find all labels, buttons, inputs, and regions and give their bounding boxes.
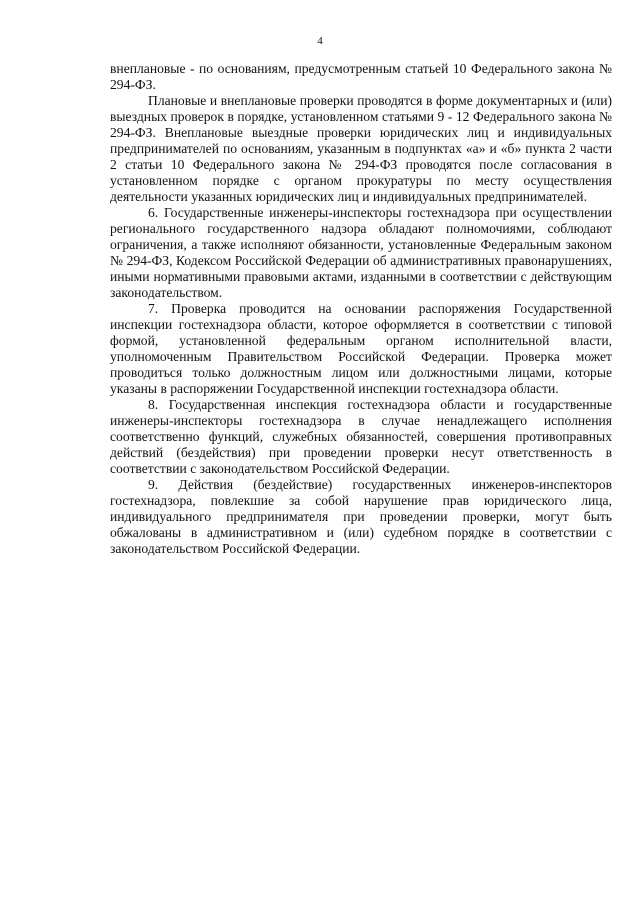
document-body xyxy=(110,61,612,557)
paragraph-item-9: 9. Действия (бездействие) государственных инженеров-инспекторов гостехнадзора, повлекшие за собой нарушение прав юридического лица, индивидуального предпринимателя при проведении проверки, могут быть обжалованы в административном и (или) судебном порядке в соответствии с законодательством Российской Федерации. xyxy=(110,477,612,556)
paragraph-continuation: внеплановые - по основаниям, предусмотренным статьей 10 Федерального закона № 294-ФЗ. xyxy=(110,61,612,92)
paragraph-item-8: 8. Государственная инспекция гостехнадзора области и государственные инженеры-инспекторы гостехнадзора в случае ненадлежащего исполнения соответственно функций, служебных обязанностей, совершения противоправных действий (бездействия) при проведении проверки несут ответственность в соответствии с законодательством Российской Федерации. xyxy=(110,397,612,476)
paragraph-item-6: 6. Государственные инженеры-инспекторы гостехнадзора при осуществлении регионального государственного надзора обладают полномочиями, соблюдают ограничения, а также исполняют обязанности, установленные Федеральным законом № 294-ФЗ, Кодексом Российской Федерации об административных правонарушениях, иными нормативными правовыми актами, изданными в соответствии с действующим законодательством. xyxy=(110,205,612,300)
paragraph-inspections-form: Плановые и внеплановые проверки проводятся в форме документарных и (или) выездных проверок в порядке, установленном статьями 9 - 12 Федерального закона № 294-ФЗ. Внеплановые выездные проверки юридических лиц и индивидуальных предпринимателей по основаниям, указанным в подпунктах «а» и «б» пункта 2 части 2 статьи 10 Федерального закона № 294-ФЗ проводятся после согласования в установленном порядке с органом прокуратуры по месту осуществления деятельности указанных юридических лиц и индивидуальных предпринимателей. xyxy=(110,93,612,204)
page-number: 4 xyxy=(317,35,323,47)
paragraph-item-7: 7. Проверка проводится на основании распоряжения Государственной инспекции гостехнадзора области, которое оформляется в соответствии с типовой формой, установленной федеральным органом исполнительной власти, уполномоченным Правительством Российской Федерации. Проверка может проводиться только должностным лицом или должностными лицами, которые указаны в распоряжении Государственной инспекции гостехнадзора области. xyxy=(110,301,612,396)
